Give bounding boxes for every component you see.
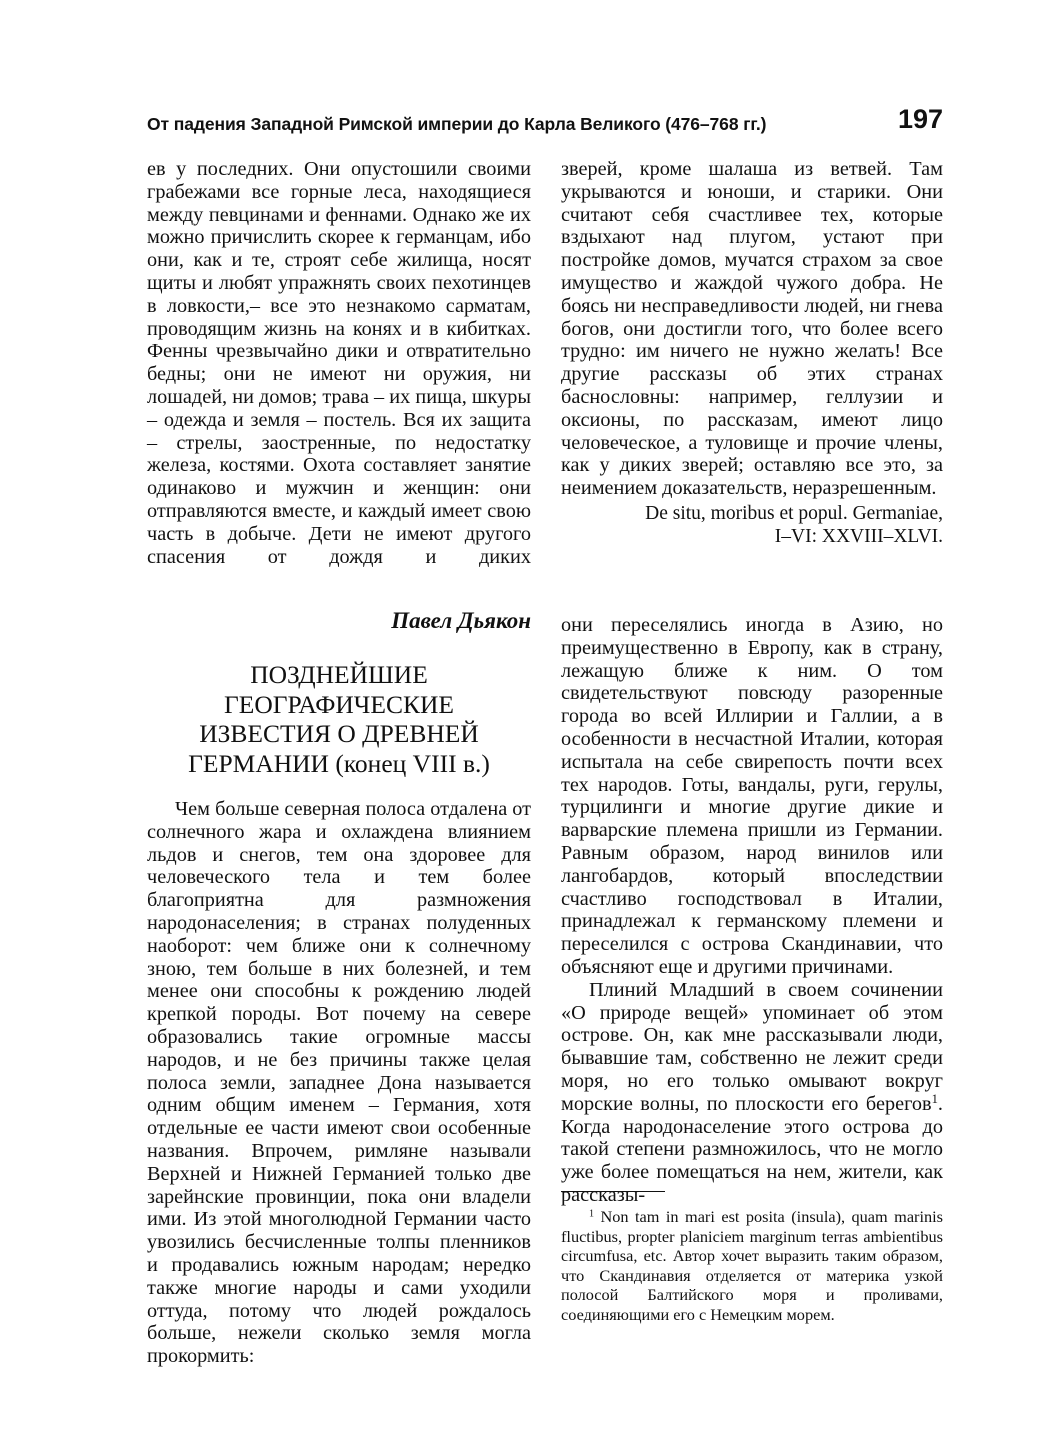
title-line: ГЕРМАНИИ (конец VIII в.) [188,748,490,778]
title-line: ГЕОГРАФИЧЕСКИЕ [224,689,454,719]
paragraph [561,979,943,1207]
paragraph: ев у последних. Они опустошили своими грабежами все горные леса, находящиеся между певцинами и феннами. Однако же их можно причислить скорее к германцам, ибо они, как и те, строят себе жилища, носят щиты и любят упражнять своих пехотинцев в ловкости,– все это незнакомо сарматам, проводящим жизнь на конях и в кибитках. Фенны чрезвычайно дики и отвратительно бедны; они не имеют ни оружия, ни лошадей, ни домов; трава – их пища, шкуры – одежда и земля – постель. Вся их защита – стрелы, заостренные, по недостатку железа, костями. Охота составляет занятие одинаково и мужчин и женщин: они отправляются вместе, и каждый имеет свою часть в добыче. Дети не имеют другого спасения от дождя и диких [147,158,531,568]
paragraph-text: . Когда народонаселение этого острова до такой степени размножилось, что не могло уже более помещаться на нем, жители, как рассказы- [561,1092,943,1206]
source-citation [561,502,943,548]
top-left-column [147,158,531,568]
paragraph-text: Плиний Младший в своем сочинении «О природе вещей» упоминает об этом острове. Он, как мне рассказывали люди, бывавшие там, собственно не лежит среди моря, но его только омывают вокруг морские волны, по плоскости его берегов [561,978,943,1115]
author-name: Павел Дьякон [391,608,531,633]
running-head: От падения Западной Римской империи до Карла Великого (476–768 гг.) [147,114,767,134]
paragraph: Чем больше северная полоса отдалена от солнечного жара и охлаждена влиянием льдов и снегов, тем она здоровее для человеческого тела и тем более благоприятна для размножения народонаселения; в странах полуденных наоборот: чем ближе они к солнечному зною, тем больше в них болезней, и тем менее они способны к рождению людей крепкой породы. Вот почему на севере образовались такие огромные массы народов, и не без причины также целая полоса земли, западнее Дона называется одним общим именем – Германия, хотя отдельные ее части имеют свои особенные названия. Впрочем, римляне называли Верхней и Нижней Германией только две зарейнские провинции, пока они владели ими. Из этой многолюдной Германии часто увозились бесчисленные толпы пленников и продавались южным народам; нередко также многие народы и сами уходили оттуда, потому что людей рождалось больше, нежели сколько земля могла прокормить: [147,798,532,1368]
footnote-number: 1 [589,1208,595,1220]
source-line: I–VI: XXVIII–XLVI. [774,526,943,547]
source-line: De situ, moribus et popul. Germaniae, [645,503,943,524]
title-line: ИЗВЕСТИЯ О ДРЕВНЕЙ [199,719,479,748]
paragraph: они переселялись иногда в Азию, но преимущественно в Европу, как в страну, лежащую ближе к ним. О том свидетельствуют повсюду разоренные города во всей Иллирии и Галлии, а в особенности в несчастной Италии, которая испытала на себе свирепость почти всех тех народов. Готы, вандалы, руги, герулы, турцилинги и многие другие дикие и варварские племена пришли из Германии. Равным образом, народ винилов или лангобардов, который впоследствии счастливо господствовал в Италии, принадлежал к германскому племени и переселился с острова Скандинавии, что объясняют еще и другими причинами. [561,614,943,978]
footnote-reference: 1 [931,1091,938,1106]
title-line: ПОЗДНЕЙШИЕ [250,660,428,689]
article-title [147,660,531,778]
footnote-divider [561,1191,665,1192]
page-number: 197 [897,104,943,134]
bottom-left-column [147,798,531,1368]
paragraph: зверей, кроме шалаша из ветвей. Там укрываются и юноши, и старики. Они считают себя счастливее тех, которые вздыхают над плугом, устают при постройке домов, мучатся страхом за свое имущество и жаждой чужого добра. Не боясь ни несправедливости людей, ни гнева богов, они достигли того, что более всего трудно: им ничего не нужно желать! Все другие рассказы об этих странах баснословны: например, геллузии и оксионы, по рассказам, имеют лицо человеческое, а туловище и прочие члены, как у диких зверей; оставляю все это, за неимением доказательств, неразрешенным. [561,158,943,500]
bottom-right-column [561,614,943,1207]
page-header [147,104,943,148]
footnote-text: Non tam in mari est posita (insula), quam marinis fluctibus, propter planiciem marginum terras ambientibus circumfusa, etc. Автор хочет выразить таким образом, что Скандинавия отделяется от материка узкой полосой Балтийского моря и проливами, соединяющими его с Немецким морем. [561,1207,943,1324]
footnote [561,1207,943,1325]
top-right-column [561,158,943,500]
